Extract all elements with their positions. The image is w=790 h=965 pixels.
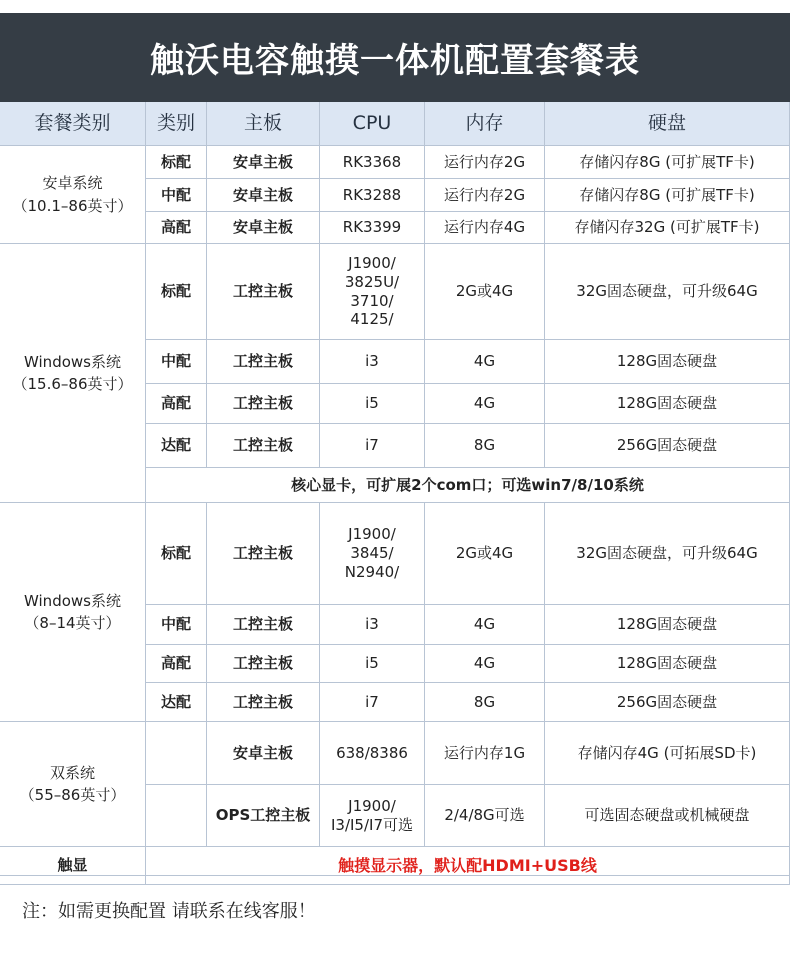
page-title: 触沃电容触摸一体机配置套餐表 [0, 13, 790, 102]
memory-cell: 4G [425, 384, 545, 424]
category-cell-line: （8–14英寸） [24, 614, 121, 632]
column-header: 主板 [207, 102, 320, 146]
category-cell-line: （15.6–86英寸） [12, 375, 133, 393]
disk-cell: 128G固态硬盘 [545, 384, 790, 424]
disk-cell: 可选固态硬盘或机械硬盘 [545, 785, 790, 847]
level-cell: 标配 [146, 244, 207, 340]
disk-cell: 存储闪存8G (可扩展TF卡) [545, 179, 790, 212]
memory-cell: 8G [425, 424, 545, 468]
cpu-cell [320, 384, 425, 424]
disk-cell: 存储闪存8G (可扩展TF卡) [545, 146, 790, 179]
cpu-cell-line: RK3288 [342, 185, 402, 204]
cpu-cell-line: J1900/ [348, 254, 396, 272]
memory-cell: 运行内存2G [425, 179, 545, 212]
cpu-cell-line: i7 [365, 692, 379, 711]
cpu-cell [320, 503, 425, 605]
memory-cell: 2/4/8G可选 [425, 785, 545, 847]
cpu-cell [320, 212, 425, 244]
level-cell: 标配 [146, 503, 207, 605]
level-cell [146, 722, 207, 785]
cpu-cell [320, 340, 425, 384]
board-cell: 安卓主板 [207, 179, 320, 212]
memory-cell: 运行内存2G [425, 146, 545, 179]
category-cell-line: Windows系统 [24, 591, 121, 610]
cpu-cell [320, 146, 425, 179]
level-cell: 高配 [146, 212, 207, 244]
level-cell: 中配 [146, 340, 207, 384]
cpu-cell-line: 3845/ [350, 544, 394, 563]
cpu-cell [320, 785, 425, 847]
disk-cell: 32G固态硬盘，可升级64G [545, 244, 790, 340]
memory-cell: 2G或4G [425, 503, 545, 605]
level-cell: 达配 [146, 683, 207, 722]
board-cell: 工控主板 [207, 244, 320, 340]
cpu-cell-line: N2940/ [344, 562, 400, 581]
cpu-cell [320, 179, 425, 212]
level-cell [146, 785, 207, 847]
disk-cell: 128G固态硬盘 [545, 605, 790, 645]
board-cell: 工控主板 [207, 683, 320, 722]
touch-display-desc: 触摸显示器，默认配HDMI+USB线 [146, 847, 790, 885]
cpu-cell-line: 3710/ [350, 291, 394, 310]
cpu-cell [320, 722, 425, 785]
cpu-cell-line: J1900/ [348, 525, 396, 544]
category-cell-line: 安卓系统 [42, 174, 103, 192]
level-cell: 达配 [146, 424, 207, 468]
category-cell-line: 双系统 [49, 763, 95, 782]
disk-cell: 128G固态硬盘 [545, 645, 790, 683]
cpu-cell-line: 638/8386 [336, 743, 408, 762]
cpu-cell-line: J1900/ [348, 796, 396, 815]
level-cell: 标配 [146, 146, 207, 179]
cpu-cell [320, 244, 425, 340]
disk-cell: 存储闪存32G (可扩展TF卡) [545, 212, 790, 244]
column-header: CPU [320, 102, 425, 146]
category-cell-line: Windows系统 [24, 352, 121, 371]
cpu-cell-line: RK3368 [342, 152, 402, 171]
group-note: 核心显卡，可扩展2个com口；可选win7/8/10系统 [146, 468, 790, 503]
board-cell: 安卓主板 [207, 146, 320, 179]
memory-cell: 8G [425, 683, 545, 722]
category-cell [0, 722, 146, 847]
memory-cell: 运行内存1G [425, 722, 545, 785]
disk-cell: 256G固态硬盘 [545, 683, 790, 722]
divider [0, 875, 790, 876]
category-cell [0, 503, 146, 722]
board-cell: 安卓主板 [207, 722, 320, 785]
cpu-cell-line: i7 [365, 436, 379, 455]
level-cell: 高配 [146, 645, 207, 683]
disk-cell: 256G固态硬盘 [545, 424, 790, 468]
touch-display-category: 触显 [0, 847, 146, 885]
board-cell: 工控主板 [207, 503, 320, 605]
category-cell [0, 146, 146, 244]
disk-cell: 存储闪存4G (可拓展SD卡) [545, 722, 790, 785]
board-cell: 安卓主板 [207, 212, 320, 244]
disk-cell: 32G固态硬盘，可升级64G [545, 503, 790, 605]
memory-cell: 4G [425, 605, 545, 645]
cpu-cell-line: i3 [365, 352, 379, 371]
board-cell: 工控主板 [207, 384, 320, 424]
cpu-cell [320, 424, 425, 468]
memory-cell: 4G [425, 340, 545, 384]
board-cell: 工控主板 [207, 605, 320, 645]
level-cell: 高配 [146, 384, 207, 424]
cpu-cell-line: i5 [365, 394, 379, 413]
cpu-cell [320, 683, 425, 722]
column-header: 内存 [425, 102, 545, 146]
level-cell: 中配 [146, 605, 207, 645]
cpu-cell-line: RK3399 [342, 218, 402, 237]
memory-cell: 2G或4G [425, 244, 545, 340]
board-cell: 工控主板 [207, 424, 320, 468]
footnote: 注：如需更换配置 请联系在线客服！ [22, 901, 316, 922]
column-header: 硬盘 [545, 102, 790, 146]
disk-cell: 128G固态硬盘 [545, 340, 790, 384]
category-cell-line: （55–86英寸） [19, 786, 126, 804]
board-cell: 工控主板 [207, 340, 320, 384]
cpu-cell [320, 605, 425, 645]
cpu-cell-line: 4125/ [350, 310, 394, 329]
memory-cell: 运行内存4G [425, 212, 545, 244]
column-header: 套餐类别 [0, 102, 146, 146]
board-cell: OPS工控主板 [207, 785, 320, 847]
column-header: 类别 [146, 102, 207, 146]
cpu-cell-line: i3 [365, 615, 379, 634]
cpu-cell-line: I3/I5/I7可选 [330, 815, 413, 834]
level-cell: 中配 [146, 179, 207, 212]
cpu-cell [320, 645, 425, 683]
category-cell-line: （10.1–86英寸） [12, 196, 133, 215]
category-cell [0, 244, 146, 503]
memory-cell: 4G [425, 645, 545, 683]
cpu-cell-line: i5 [365, 654, 379, 673]
cpu-cell-line: 3825U/ [344, 272, 400, 291]
board-cell: 工控主板 [207, 645, 320, 683]
